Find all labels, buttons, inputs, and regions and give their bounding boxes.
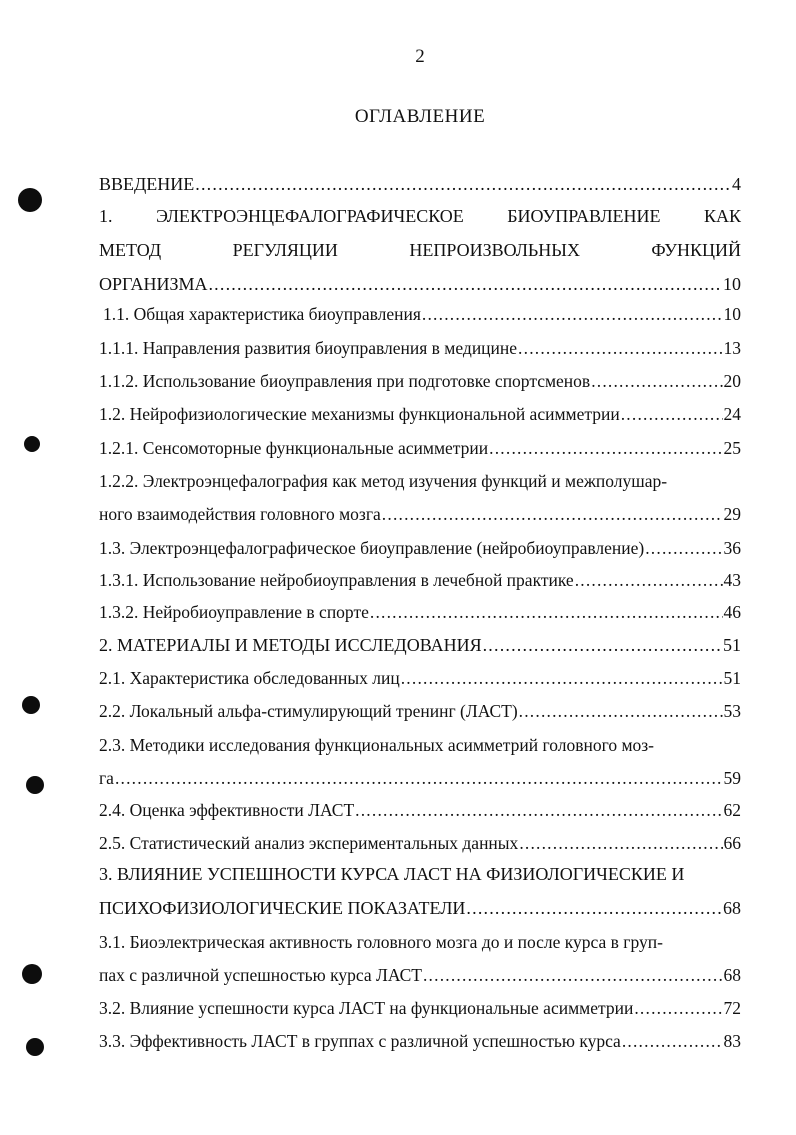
toc-word: 1. (99, 206, 113, 226)
dot-leader (422, 302, 723, 326)
toc-entry-page: 83 (723, 1031, 741, 1051)
dot-leader (518, 336, 722, 360)
toc-entry-text: 1.3.1. Использование нейробиоуправления в лечебной практике (99, 570, 574, 590)
dot-leader (622, 1029, 723, 1053)
binder-hole (26, 1038, 44, 1056)
toc-entry-text: 2.3. Методики исследования функциональных асимметрий головного моз- (99, 735, 655, 755)
toc-entry-page: 53 (723, 701, 741, 721)
toc-entry-text: 2.2. Локальный альфа-стимулирующий тренинг (ЛАСТ) (99, 701, 518, 721)
toc-entry-page: 68 (723, 965, 741, 985)
binder-hole (18, 188, 42, 212)
toc-entry-page: 10 (723, 304, 741, 324)
toc-entry-text: 1.1.1. Направления развития биоуправления в медицине (99, 338, 518, 358)
dot-leader (489, 436, 722, 460)
toc-entry-1-3[interactable] (99, 536, 741, 560)
toc-entry-text: ОРГАНИЗМА (99, 274, 208, 294)
toc-entry-text: 2.1. Характеристика обследованных лиц (99, 668, 400, 688)
binder-hole (22, 696, 40, 714)
toc-entry-2-5[interactable] (99, 831, 741, 855)
toc-entry-1-1-2[interactable] (99, 369, 741, 393)
binder-hole (26, 776, 44, 794)
toc-entry-1-2-1[interactable] (99, 436, 741, 460)
toc-entry-page: 13 (723, 338, 741, 358)
toc-entry-1-2-2[interactable] (99, 469, 741, 526)
dot-leader (382, 502, 723, 526)
toc-entry-text: 2.5. Статистический анализ экспериментальных данных (99, 833, 519, 853)
dot-leader (591, 369, 722, 393)
toc-entry-1-1-1[interactable] (99, 336, 741, 360)
dot-leader (621, 402, 723, 426)
dot-leader (634, 996, 722, 1020)
dot-leader (195, 172, 731, 196)
toc-entry-page: 72 (723, 998, 741, 1018)
toc-entry-page: 43 (723, 570, 741, 590)
dot-leader (355, 798, 722, 822)
toc-entry-page: 10 (723, 274, 741, 294)
toc-entry-page: 46 (723, 602, 741, 622)
toc-entry-text: 2.4. Оценка эффективности ЛАСТ (99, 800, 355, 820)
dot-leader (401, 666, 723, 690)
toc-entry-page: 24 (723, 404, 741, 424)
dot-leader (370, 600, 723, 624)
toc-entry-text: пах с различной успешностью курса ЛАСТ (99, 965, 422, 985)
toc-entry-page: 62 (723, 800, 741, 820)
dot-leader (575, 568, 723, 592)
binder-hole (22, 964, 42, 984)
toc-entry-text: 3.2. Влияние успешности курса ЛАСТ на функциональные асимметрии (99, 998, 634, 1018)
toc-entry-text: 1.2.2. Электроэнцефалография как метод изучения функций и межполушар- (99, 471, 668, 491)
toc-entry-text: 1.3.2. Нейробиоуправление в спорте (99, 602, 369, 622)
toc-title: ОГЛАВЛЕНИЕ (354, 106, 486, 127)
toc-entry-2-3[interactable] (99, 733, 741, 790)
toc-entry-chapter-2[interactable] (99, 633, 741, 657)
toc-entry-1-1[interactable] (99, 302, 741, 326)
toc-entry-1-3-1[interactable] (99, 568, 741, 592)
toc-word: НЕПРОИЗВОЛЬНЫХ (409, 240, 580, 260)
toc-entry-text: 1.1.2. Использование биоуправления при подготовке спортсменов (99, 371, 591, 391)
toc-entry-3-1[interactable] (99, 930, 741, 987)
toc-entry-2-4[interactable] (99, 798, 741, 822)
toc-entry-page: 68 (723, 898, 741, 918)
toc-entry-page: 51 (723, 668, 741, 688)
toc-entry-text: 1.2.1. Сенсомоторные функциональные асимметрии (99, 438, 489, 458)
dot-leader (423, 963, 723, 987)
toc-entry-3-3[interactable] (99, 1029, 741, 1053)
dot-leader (483, 633, 722, 657)
dot-leader (466, 896, 722, 920)
toc-entry-page: 51 (723, 635, 741, 655)
toc-entry-3-2[interactable] (99, 996, 741, 1020)
toc-entry-1-3-2[interactable] (99, 600, 741, 624)
toc-entry-text: 3.3. Эффективность ЛАСТ в группах с различной успешностью курса (99, 1031, 621, 1051)
dot-leader (519, 831, 722, 855)
toc-entry-chapter-3[interactable] (99, 862, 741, 920)
page-number: 2 (415, 46, 425, 67)
toc-word: РЕГУЛЯЦИИ (232, 240, 338, 260)
toc-entry-text: 1.1. Общая характеристика биоуправления (103, 304, 421, 324)
toc-entry-page: 25 (723, 438, 741, 458)
toc-entry-page: 20 (723, 371, 741, 391)
toc-entry-2-1[interactable] (99, 666, 741, 690)
toc-entry-1-2[interactable] (99, 402, 741, 426)
toc-entry-text: га (99, 768, 114, 788)
toc-entry-text: 3.1. Биоэлектрическая активность головного мозга до и после курса в груп- (99, 932, 663, 952)
toc-entry-page: 36 (723, 538, 741, 558)
toc-entry-text: 3. ВЛИЯНИЕ УСПЕШНОСТИ КУРСА ЛАСТ НА ФИЗИОЛОГИЧЕСКИЕ И (99, 864, 685, 884)
toc-entry-page: 66 (723, 833, 741, 853)
toc-entry-text: 2. МАТЕРИАЛЫ И МЕТОДЫ ИССЛЕДОВАНИЯ (99, 635, 482, 655)
toc-word: БИОУПРАВЛЕНИЕ (507, 206, 661, 226)
toc-word: КАК (703, 206, 741, 226)
dot-leader (115, 766, 723, 790)
toc-entry-page: 59 (723, 768, 741, 788)
toc-entry-chapter-1[interactable] (99, 204, 741, 296)
toc-entry-page: 29 (723, 504, 741, 524)
toc-entry-text: ПСИХОФИЗИОЛОГИЧЕСКИЕ ПОКАЗАТЕЛИ (99, 898, 466, 918)
toc-word: ЭЛЕКТРОЭНЦЕФАЛОГРАФИЧЕСКОЕ (155, 206, 464, 226)
toc-word: ФУНКЦИЙ (651, 240, 741, 260)
toc-entry-2-2[interactable] (99, 699, 741, 723)
toc-entry-page: 4 (732, 174, 741, 194)
toc-word: МЕТОД (99, 240, 162, 260)
dot-leader (208, 272, 722, 296)
toc-entry-text: ВВЕДЕНИЕ (99, 174, 195, 194)
toc-entry-text: 1.2. Нейрофизиологические механизмы функциональной асимметрии (99, 404, 620, 424)
toc-entry-text: ного взаимодействия головного мозга (99, 504, 381, 524)
dot-leader (645, 536, 722, 560)
toc-entry-intro[interactable] (99, 172, 741, 196)
dot-leader (519, 699, 723, 723)
binder-hole (24, 436, 40, 452)
toc-entry-text: 1.3. Электроэнцефалографическое биоуправление (нейробиоуправление) (99, 538, 645, 558)
